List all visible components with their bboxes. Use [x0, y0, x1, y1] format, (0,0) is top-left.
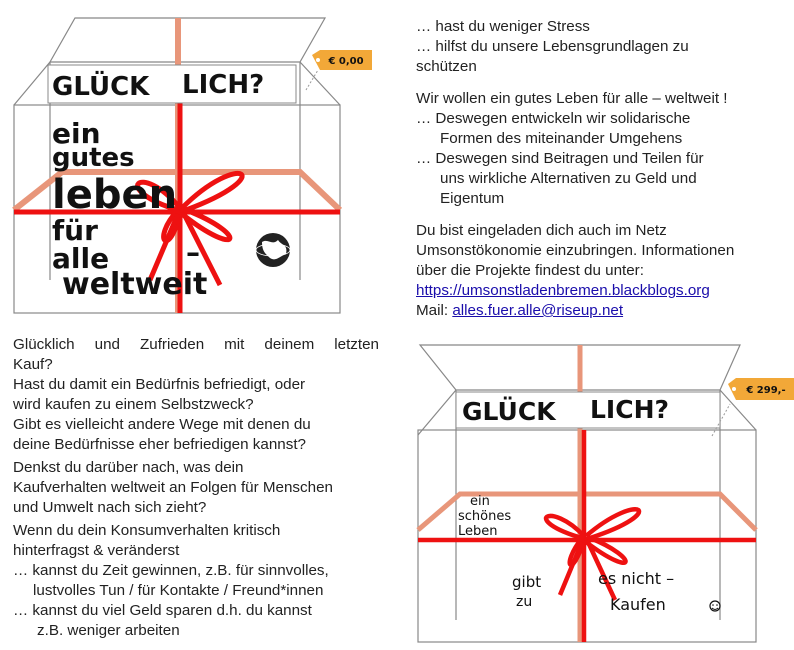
top-word-gutes: gutes — [52, 143, 135, 173]
right-line-gutes-leben: Wir wollen ein gutes Leben für alle – weltweit ! — [416, 90, 728, 107]
right-line-beitragen: … Deswegen sind Beitragen und Teilen für — [416, 150, 704, 167]
top-word-dash: – — [186, 236, 200, 269]
smiley-icon — [710, 601, 720, 611]
right-line-projekte: über die Projekte findest du unter: — [416, 262, 644, 279]
bottom-word-schoenes: schönes — [458, 509, 512, 524]
left-p1-line2: Kauf? — [13, 356, 53, 373]
right-line-schuetzen: schützen — [416, 58, 477, 75]
left-p4-line2: Kaufverhalten weltweit an Folgen für Menschen — [13, 479, 333, 496]
left-p3-line1: Gibt es vielleicht andere Wege mit denen du — [13, 416, 311, 433]
top-word-ein: ein — [52, 117, 101, 150]
left-text-column — [13, 335, 379, 641]
right-line-lebensgrundlagen: … hilfst du unsere Lebensgrundlagen zu — [416, 38, 689, 55]
top-word-fuer: für — [52, 214, 98, 247]
right-text-column — [416, 17, 786, 321]
top-price-text: € 0,00 — [328, 56, 364, 67]
bottom-word-kaufen: Kaufen — [610, 595, 666, 614]
bottom-price-text: € 299,- — [746, 385, 786, 396]
bottom-word-zu: zu — [516, 594, 533, 610]
bottom-word-es-nicht: es nicht – — [598, 569, 675, 588]
right-line-solidarische: … Deswegen entwickeln wir solidarische — [416, 110, 691, 127]
mail-label: Mail: — [416, 302, 449, 319]
bottom-word-ein: ein — [470, 494, 490, 509]
left-p4-line1: Denkst du darüber nach, was dein — [13, 459, 244, 476]
left-p5-line1: Wenn du dein Konsumverhalten kritisch — [13, 522, 281, 539]
top-word-leben: leben — [52, 172, 178, 218]
left-p1-line1: Glücklich und Zufrieden mit deinem letzten — [13, 336, 379, 353]
top-glueck-text: GLÜCK — [52, 72, 150, 102]
right-line-stress: … hast du weniger Stress — [416, 18, 590, 35]
left-p5-line4: lustvolles Tun / für Kontakte / Freund*innen — [33, 582, 324, 599]
left-p5-line5: … kannst du viel Geld sparen d.h. du kannst — [13, 602, 312, 619]
left-p2-line1: Hast du damit ein Bedürfnis befriedigt, oder — [13, 376, 306, 393]
right-line-eigentum: Eigentum — [440, 190, 505, 207]
right-line-umgehens: Formen des miteinander Umgehens — [440, 130, 683, 147]
left-p5-line3: … kannst du Zeit gewinnen, z.B. für sinnvolles, — [13, 562, 329, 579]
bottom-gift-box-illustration — [400, 330, 794, 650]
left-p2-line2: wird kaufen zu einem Selbstzweck? — [13, 396, 254, 413]
bottom-glueck-text: GLÜCK — [462, 397, 556, 426]
bottom-lich-text: LICH? — [590, 395, 670, 424]
bottom-word-leben: Leben — [458, 524, 498, 539]
top-word-alle: alle — [52, 242, 110, 275]
mail-link[interactable]: alles.fuer.alle@riseup.net — [452, 302, 624, 319]
globe-icon — [256, 233, 290, 267]
left-p5-line2: hinterfragst & veränderst — [13, 542, 180, 559]
left-p5-line6: z.B. weniger arbeiten — [37, 622, 180, 639]
website-link[interactable]: https://umsonstladenbremen.blackblogs.org — [416, 282, 710, 299]
right-line-eingeladen: Du bist eingeladen dich auch im Netz — [416, 222, 667, 239]
top-lich-text: LICH? — [182, 70, 265, 100]
left-p4-line3: und Umwelt nach sich zieht? — [13, 499, 207, 516]
left-p3-line2: deine Bedürfnisse eher befriedigen kannst? — [13, 436, 306, 453]
right-line-umsonstoekonomie: Umsonstökonomie einzubringen. Informationen — [416, 242, 735, 259]
right-line-alternativen: uns wirkliche Alternativen zu Geld und — [440, 170, 697, 187]
bottom-word-gibt: gibt — [512, 573, 542, 591]
top-price-tag — [306, 50, 372, 90]
top-word-weltweit: weltweit — [62, 267, 208, 302]
top-gift-box-illustration — [0, 0, 400, 320]
